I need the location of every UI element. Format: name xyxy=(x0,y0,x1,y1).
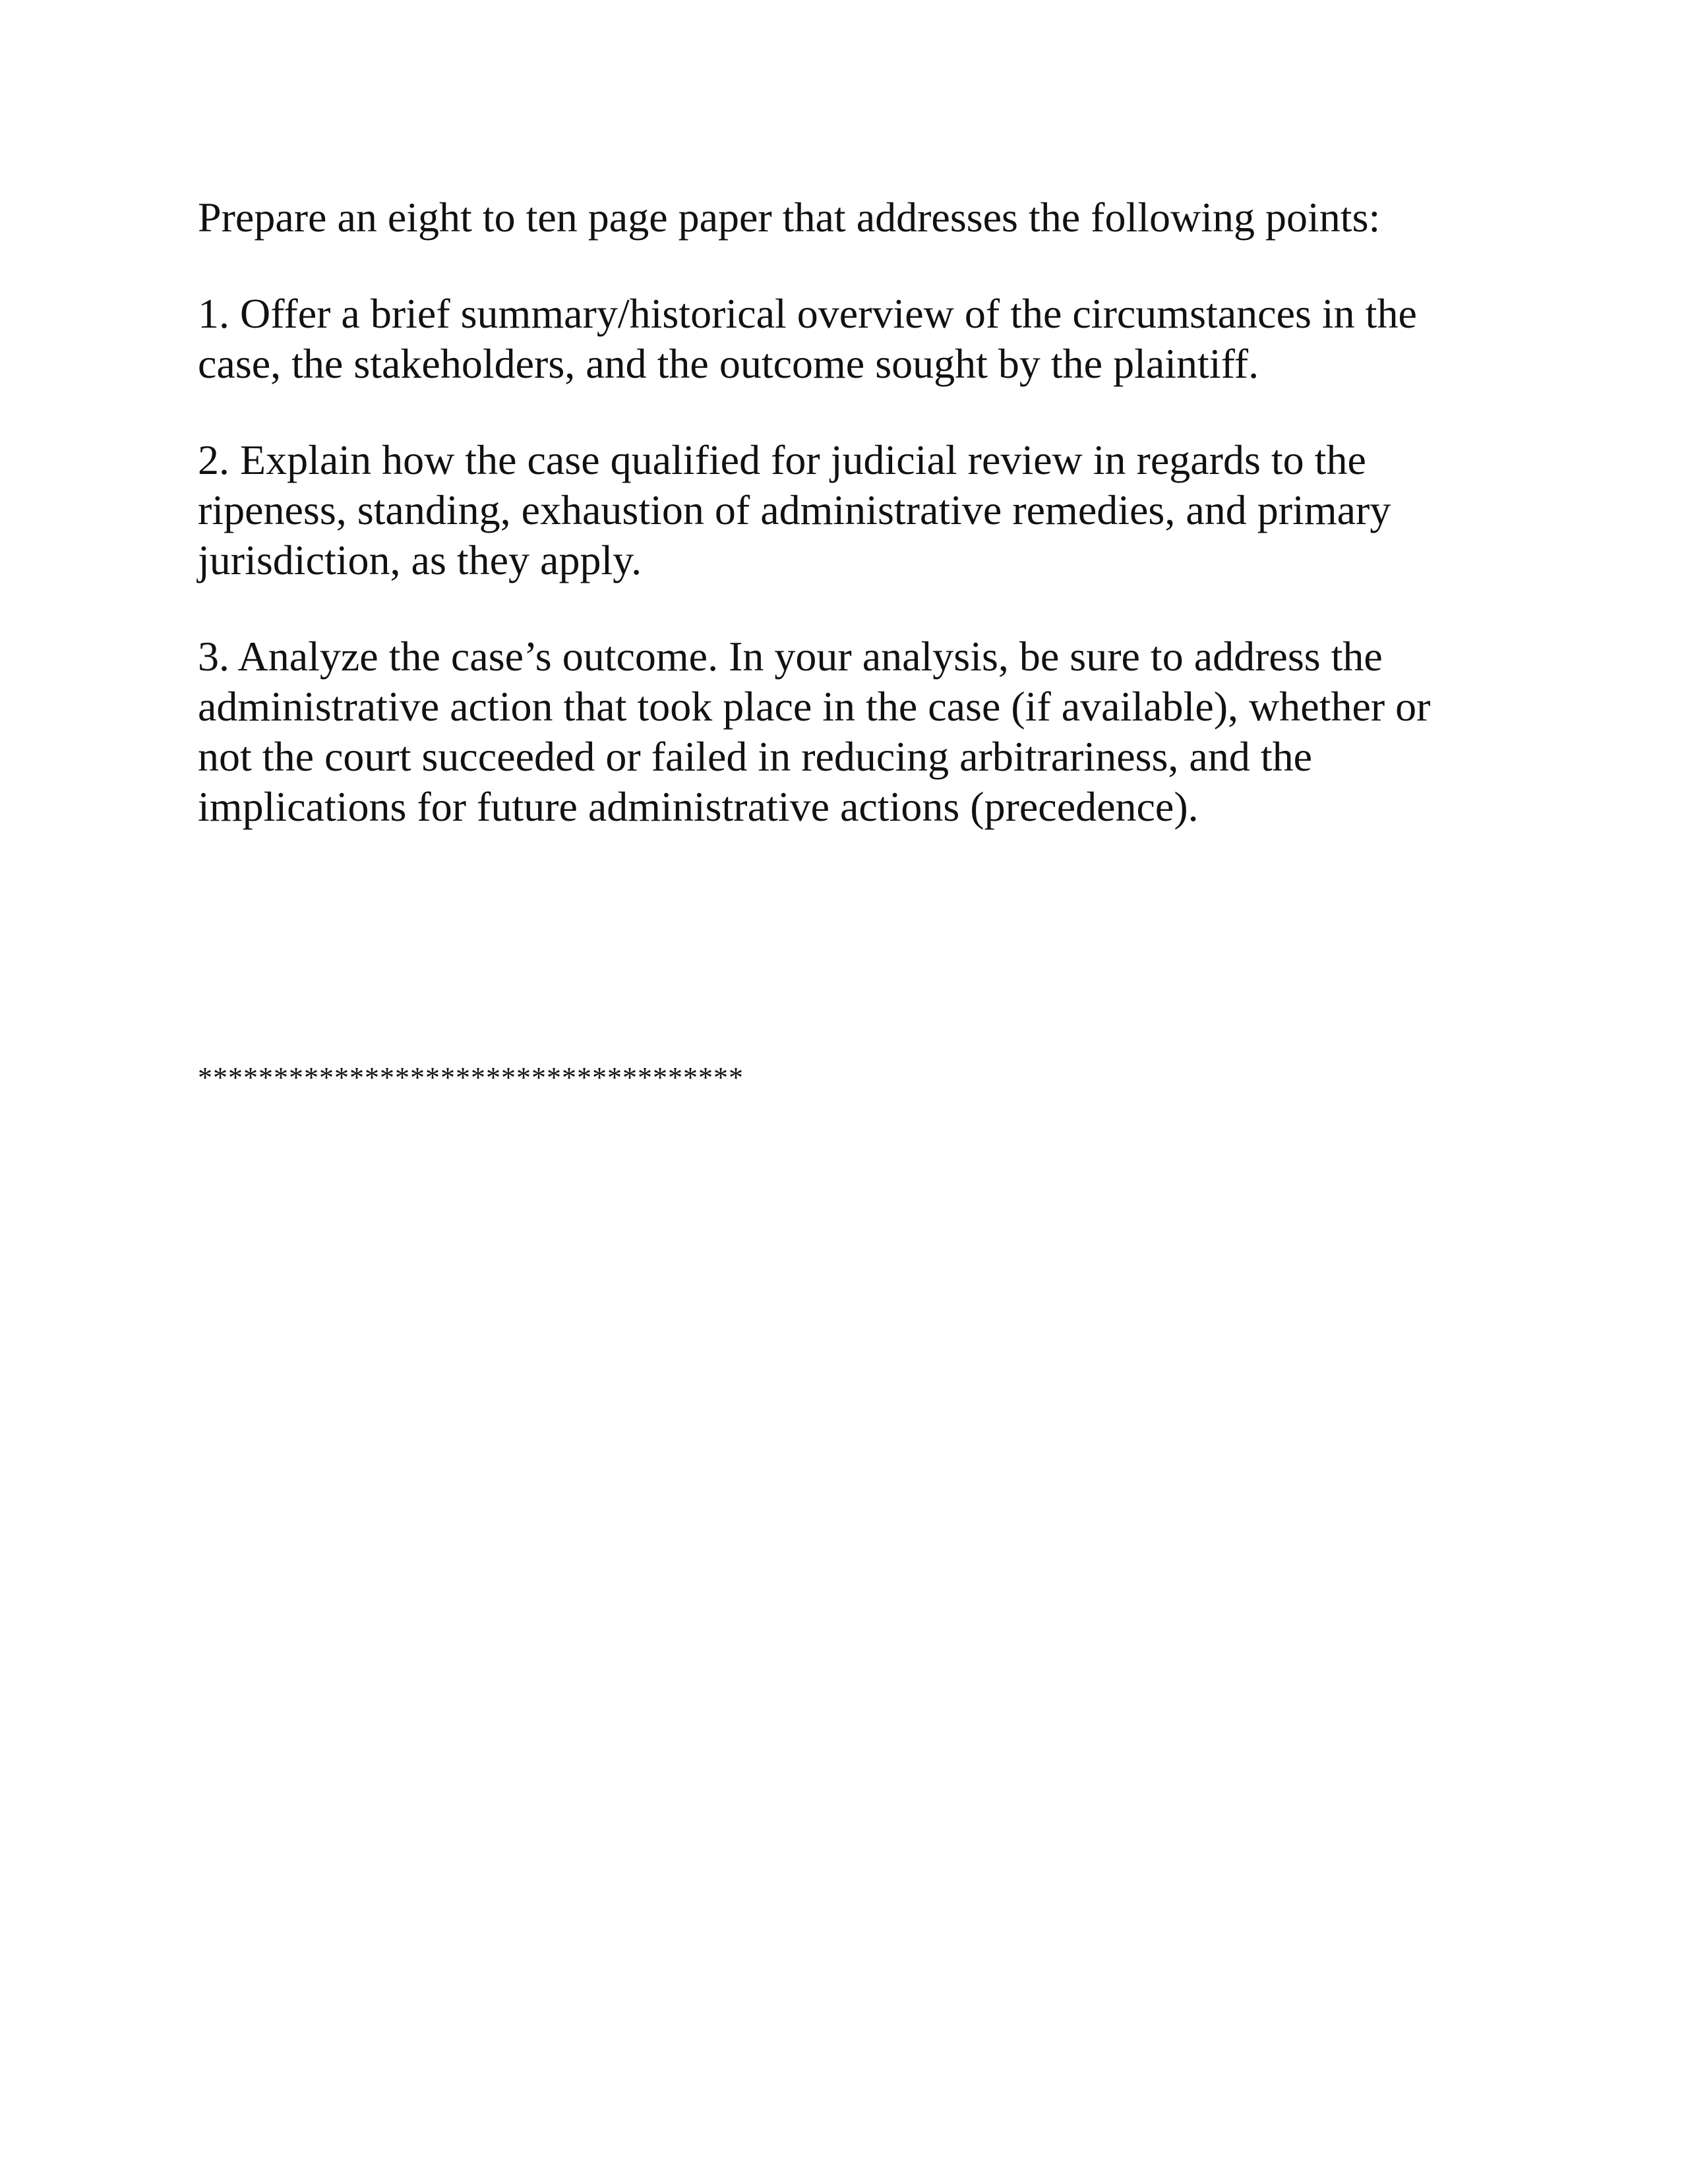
list-item-3-line-2: administrative action that took place in the case (if available), whether or xyxy=(198,683,1431,730)
list-item-1-line-1: 1. Offer a brief summary/historical overview of the circumstances in the xyxy=(198,290,1417,337)
list-item-3 xyxy=(198,632,1503,832)
list-item-3-line-4: implications for future administrative actions (precedence). xyxy=(198,783,1199,830)
list-item-1 xyxy=(198,289,1503,389)
asterisk-separator: ************************************ xyxy=(198,1061,744,1094)
list-item-2-line-3: jurisdiction, as they apply. xyxy=(198,537,642,583)
list-item-2-line-1: 2. Explain how the case qualified for judicial review in regards to the xyxy=(198,436,1366,483)
list-item-3-line-1: 3. Analyze the case’s outcome. In your analysis, be sure to address the xyxy=(198,633,1383,680)
intro-paragraph: Prepare an eight to ten page paper that addresses the following points: xyxy=(198,194,1381,241)
document-body xyxy=(198,192,1503,878)
list-item-1-line-2: case, the stakeholders, and the outcome sought by the plaintiff. xyxy=(198,340,1259,387)
list-item-3-line-3: not the court succeeded or failed in reducing arbitrariness, and the xyxy=(198,733,1312,780)
list-item-2 xyxy=(198,435,1503,585)
list-item-2-line-2: ripeness, standing, exhaustion of administrative remedies, and primary xyxy=(198,487,1391,533)
